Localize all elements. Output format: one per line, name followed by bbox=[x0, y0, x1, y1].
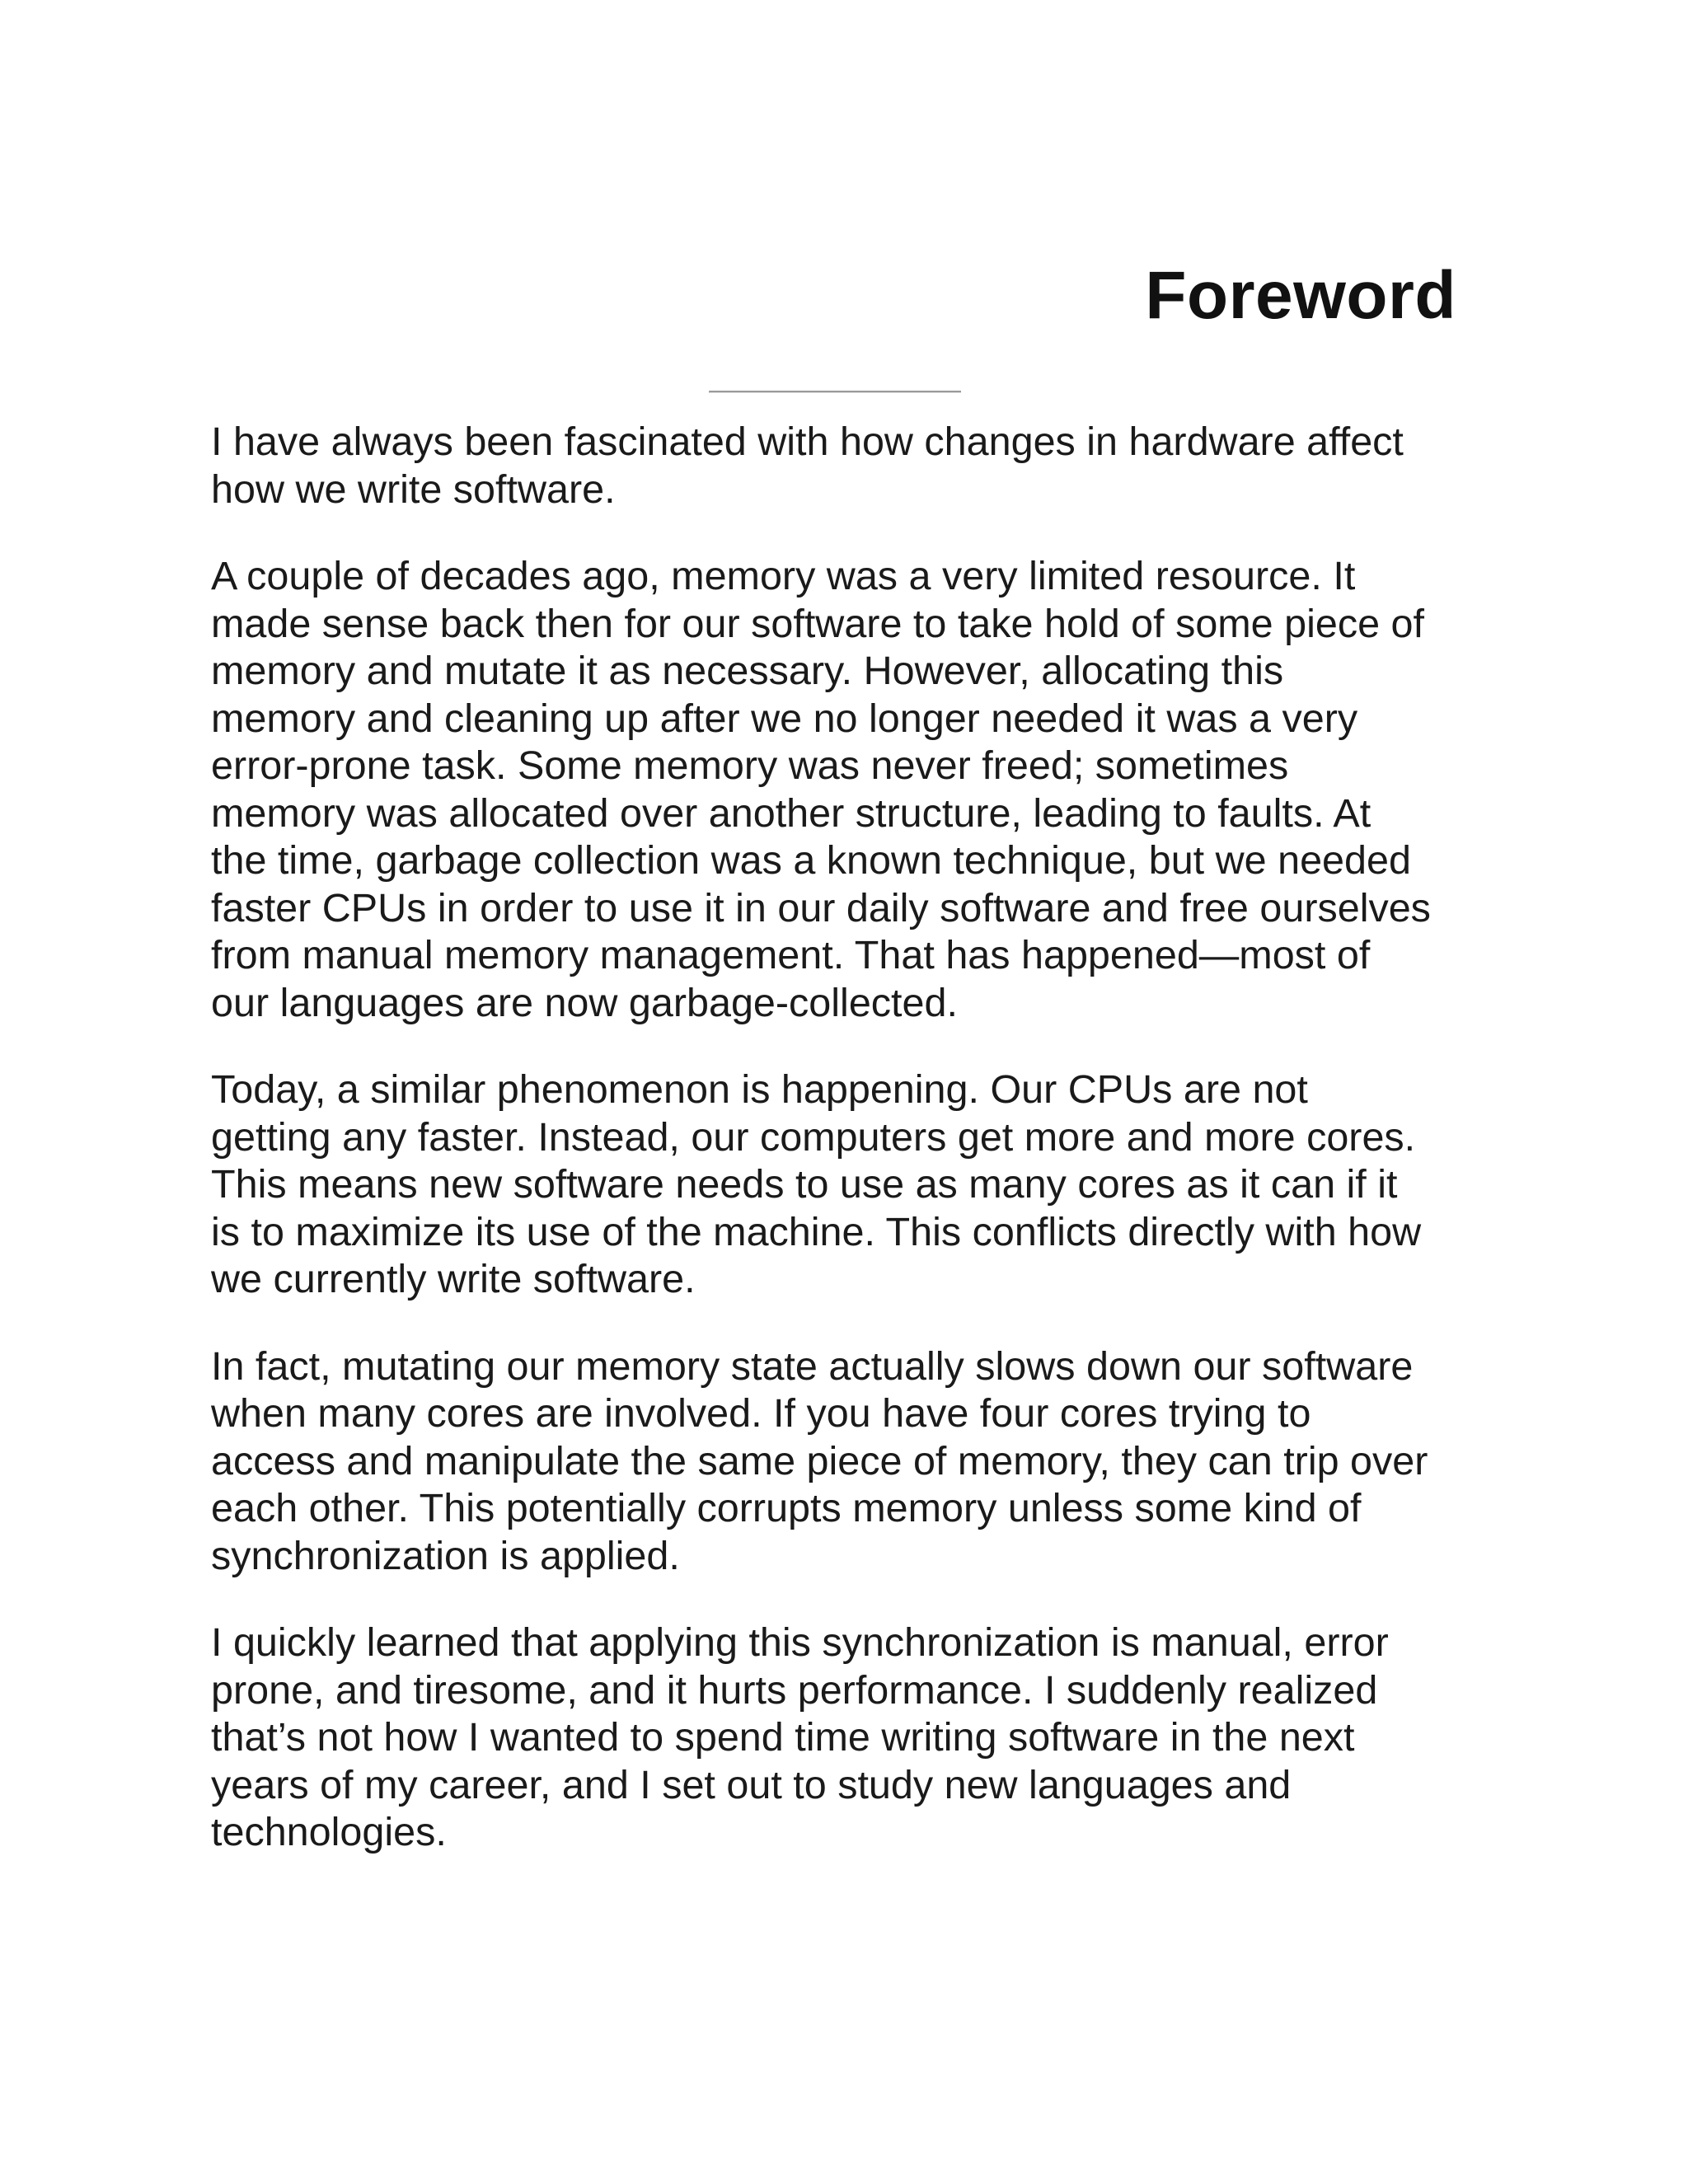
text-line: our languages are now garbage-collected. bbox=[211, 980, 958, 1025]
text-line: we currently write software. bbox=[211, 1257, 696, 1301]
paragraph-4 bbox=[211, 1343, 1472, 1581]
body-text bbox=[211, 419, 1472, 1896]
page-title: Foreword bbox=[1145, 258, 1456, 333]
title-divider bbox=[709, 391, 961, 393]
text-line: years of my career, and I set out to study new languages and bbox=[211, 1762, 1292, 1807]
text-line: prone, and tiresome, and it hurts performance. I suddenly realized bbox=[211, 1667, 1378, 1713]
text-line: memory and mutate it as necessary. However, allocating this bbox=[211, 649, 1284, 693]
paragraph-1 bbox=[211, 419, 1472, 513]
text-line: each other. This potentially corrupts memory unless some kind of bbox=[211, 1486, 1362, 1530]
text-line: faster CPUs in order to use it in our daily software and free ourselves bbox=[211, 885, 1431, 930]
text-line: Today, a similar phenomenon is happening. Our CPUs are not bbox=[211, 1067, 1308, 1112]
text-line: from manual memory management. That has happened—most of bbox=[211, 933, 1371, 977]
text-line: synchronization is applied. bbox=[211, 1533, 680, 1578]
text-line: I quickly learned that applying this synchronization is manual, error bbox=[211, 1620, 1389, 1665]
text-line: error-prone task. Some memory was never freed; sometimes bbox=[211, 743, 1289, 788]
paragraph-3 bbox=[211, 1066, 1472, 1304]
text-line: memory was allocated over another structure, leading to faults. At bbox=[211, 790, 1372, 836]
text-line: that’s not how I wanted to spend time writing software in the next bbox=[211, 1715, 1355, 1760]
text-line: In fact, mutating our memory state actually slows down our software bbox=[211, 1343, 1414, 1389]
text-line: how we write software. bbox=[211, 466, 616, 512]
text-line: the time, garbage collection was a known technique, but we needed bbox=[211, 838, 1411, 883]
text-line: made sense back then for our software to take hold of some piece of bbox=[211, 601, 1425, 646]
text-line: getting any faster. Instead, our computers get more and more cores. bbox=[211, 1114, 1416, 1160]
text-line: when many cores are involved. If you have four cores trying to bbox=[211, 1391, 1311, 1436]
text-line: A couple of decades ago, memory was a very limited resource. It bbox=[211, 554, 1356, 598]
paragraph-2 bbox=[211, 553, 1472, 1027]
paragraph-5 bbox=[211, 1619, 1472, 1857]
text-line: access and manipulate the same piece of memory, they can trip over bbox=[211, 1438, 1428, 1483]
text-line: technologies. bbox=[211, 1810, 447, 1854]
text-line: I have always been fascinated with how changes in hardware affect bbox=[211, 419, 1404, 464]
text-line: is to maximize its use of the machine. This conflicts directly with how bbox=[211, 1209, 1422, 1254]
text-line: This means new software needs to use as many cores as it can if it bbox=[211, 1162, 1398, 1207]
text-line: memory and cleaning up after we no longer needed it was a very bbox=[211, 696, 1358, 741]
